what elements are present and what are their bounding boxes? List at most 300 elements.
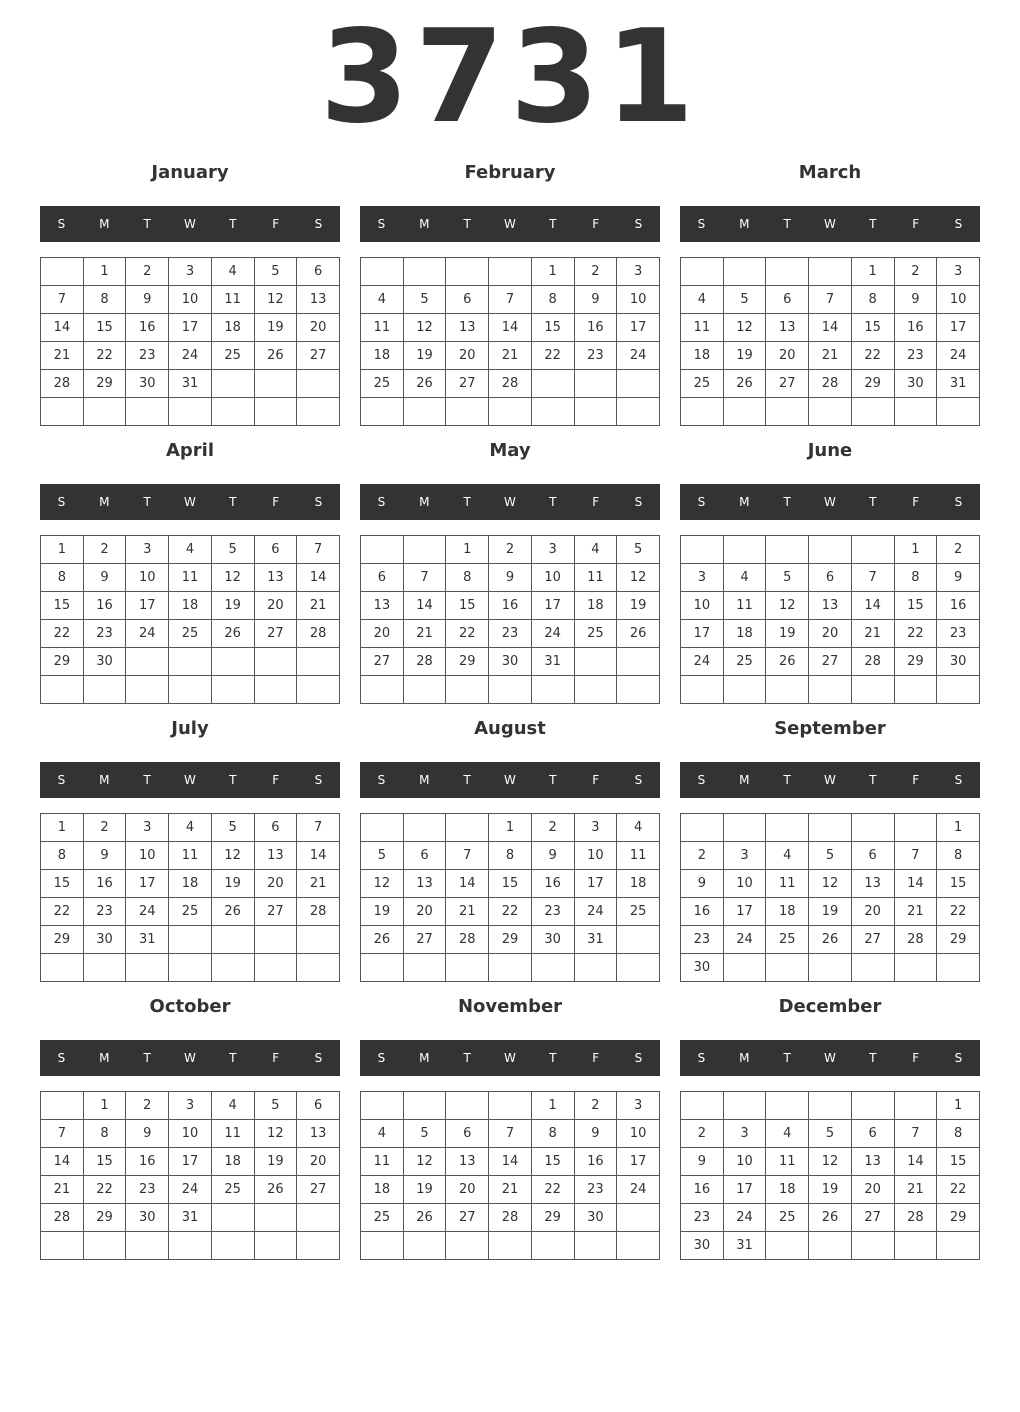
day-cell: 27: [809, 648, 852, 676]
day-cell: 23: [126, 342, 169, 370]
weekday-label: F: [912, 217, 920, 231]
day-cell: 30: [937, 648, 980, 676]
week-row: [361, 926, 660, 954]
weekday-header: [680, 1040, 980, 1076]
week-row: [41, 648, 340, 676]
week-row: [41, 814, 340, 842]
day-cell: 22: [851, 342, 894, 370]
day-cell: [489, 258, 532, 286]
day-cell: 8: [446, 564, 489, 592]
weekday-label: S: [57, 1051, 66, 1065]
day-cell: 30: [489, 648, 532, 676]
day-cell: [851, 814, 894, 842]
day-cell: [403, 814, 446, 842]
day-cell: 25: [681, 370, 724, 398]
weekday-label: M: [739, 217, 750, 231]
day-grid: [360, 1091, 660, 1260]
day-cell: [851, 398, 894, 426]
day-cell: 28: [851, 648, 894, 676]
day-cell: 11: [617, 842, 660, 870]
day-cell: 29: [937, 1204, 980, 1232]
day-cell: [211, 1232, 254, 1260]
day-cell: 25: [723, 648, 766, 676]
day-cell: 14: [403, 592, 446, 620]
day-cell: 31: [531, 648, 574, 676]
day-cell: 22: [531, 342, 574, 370]
weekday-label: F: [272, 1051, 280, 1065]
day-cell: 17: [937, 314, 980, 342]
day-cell: 31: [126, 926, 169, 954]
day-cell: 12: [254, 286, 297, 314]
day-cell: 21: [297, 592, 340, 620]
day-cell: [297, 926, 340, 954]
day-cell: 2: [937, 536, 980, 564]
day-cell: 27: [851, 1204, 894, 1232]
weekday-label: M: [419, 1051, 430, 1065]
day-cell: 11: [211, 286, 254, 314]
week-row: [41, 592, 340, 620]
day-cell: 3: [169, 258, 212, 286]
day-cell: [126, 648, 169, 676]
week-row: [681, 314, 980, 342]
day-cell: 15: [531, 314, 574, 342]
week-row: [681, 1232, 980, 1260]
day-cell: [254, 648, 297, 676]
day-grid: [680, 535, 980, 704]
day-cell: [766, 954, 809, 982]
day-cell: 18: [574, 592, 617, 620]
day-cell: 24: [681, 648, 724, 676]
day-cell: 10: [617, 1120, 660, 1148]
day-cell: 13: [254, 842, 297, 870]
weekday-label: T: [463, 773, 471, 787]
day-cell: 24: [126, 898, 169, 926]
day-cell: 30: [83, 648, 126, 676]
day-cell: 5: [403, 286, 446, 314]
day-cell: 24: [169, 342, 212, 370]
day-cell: 27: [766, 370, 809, 398]
day-cell: [41, 1092, 84, 1120]
day-cell: [169, 926, 212, 954]
weekday-label: W: [504, 773, 516, 787]
week-row: [41, 842, 340, 870]
day-cell: [169, 1232, 212, 1260]
weekday-header: [680, 206, 980, 242]
day-cell: 17: [617, 1148, 660, 1176]
day-cell: [297, 648, 340, 676]
day-cell: 10: [531, 564, 574, 592]
day-cell: 25: [361, 370, 404, 398]
day-cell: 26: [617, 620, 660, 648]
day-cell: 6: [446, 286, 489, 314]
day-cell: 9: [681, 870, 724, 898]
day-cell: 23: [574, 1176, 617, 1204]
day-cell: [403, 258, 446, 286]
week-row: [361, 398, 660, 426]
day-cell: [851, 1092, 894, 1120]
day-cell: [937, 398, 980, 426]
weekday-label: T: [229, 217, 237, 231]
day-cell: 14: [894, 1148, 937, 1176]
day-cell: [403, 398, 446, 426]
day-cell: 5: [403, 1120, 446, 1148]
day-cell: 12: [361, 870, 404, 898]
day-cell: 4: [574, 536, 617, 564]
day-cell: 26: [361, 926, 404, 954]
day-cell: 1: [41, 536, 84, 564]
day-cell: 29: [83, 370, 126, 398]
day-cell: 24: [531, 620, 574, 648]
day-grid: [360, 257, 660, 426]
weekday-label: S: [377, 495, 386, 509]
day-cell: 15: [851, 314, 894, 342]
month-name: February: [464, 162, 556, 183]
weekday-header: [680, 484, 980, 520]
day-cell: 4: [681, 286, 724, 314]
day-cell: 3: [169, 1092, 212, 1120]
day-cell: 5: [254, 258, 297, 286]
week-row: [361, 342, 660, 370]
weekday-header: [40, 206, 340, 242]
day-cell: 19: [809, 1176, 852, 1204]
day-cell: 2: [681, 1120, 724, 1148]
week-row: [361, 370, 660, 398]
day-cell: 19: [403, 342, 446, 370]
day-cell: 7: [489, 1120, 532, 1148]
day-cell: [809, 536, 852, 564]
day-cell: [894, 1232, 937, 1260]
day-cell: 16: [126, 1148, 169, 1176]
day-cell: 7: [41, 1120, 84, 1148]
day-cell: 2: [894, 258, 937, 286]
day-cell: 3: [723, 1120, 766, 1148]
day-cell: 19: [211, 592, 254, 620]
weekday-label: W: [504, 217, 516, 231]
weekday-label: M: [739, 1051, 750, 1065]
day-cell: 21: [41, 342, 84, 370]
day-cell: 14: [297, 564, 340, 592]
day-cell: 23: [574, 342, 617, 370]
day-cell: 10: [169, 286, 212, 314]
day-cell: 12: [723, 314, 766, 342]
day-cell: 28: [489, 1204, 532, 1232]
weekday-label: W: [184, 217, 196, 231]
day-cell: 1: [41, 814, 84, 842]
day-cell: 7: [894, 842, 937, 870]
day-cell: [211, 398, 254, 426]
day-cell: [211, 1204, 254, 1232]
day-cell: 20: [766, 342, 809, 370]
day-cell: [531, 398, 574, 426]
day-cell: 2: [531, 814, 574, 842]
day-cell: 18: [361, 342, 404, 370]
day-cell: 4: [361, 286, 404, 314]
day-cell: 20: [809, 620, 852, 648]
weekday-label: W: [504, 495, 516, 509]
day-cell: [211, 648, 254, 676]
day-cell: [254, 676, 297, 704]
day-cell: 19: [254, 1148, 297, 1176]
weekday-label: M: [99, 495, 110, 509]
day-cell: [809, 954, 852, 982]
day-cell: 11: [574, 564, 617, 592]
day-cell: 20: [403, 898, 446, 926]
day-cell: 22: [446, 620, 489, 648]
day-cell: 2: [126, 1092, 169, 1120]
day-cell: 28: [297, 620, 340, 648]
week-row: [361, 592, 660, 620]
day-cell: 5: [361, 842, 404, 870]
week-row: [361, 286, 660, 314]
day-cell: [894, 954, 937, 982]
day-cell: [297, 398, 340, 426]
week-row: [41, 1204, 340, 1232]
day-cell: 29: [446, 648, 489, 676]
day-cell: 14: [41, 314, 84, 342]
day-grid: [360, 535, 660, 704]
week-row: [681, 676, 980, 704]
day-cell: 29: [489, 926, 532, 954]
day-cell: [446, 398, 489, 426]
day-cell: 20: [297, 314, 340, 342]
day-cell: 23: [126, 1176, 169, 1204]
day-cell: 14: [297, 842, 340, 870]
week-row: [681, 1176, 980, 1204]
day-cell: 25: [574, 620, 617, 648]
day-cell: 27: [254, 898, 297, 926]
weekday-label: W: [824, 495, 836, 509]
day-cell: [361, 814, 404, 842]
day-cell: 16: [531, 870, 574, 898]
weekday-header: [360, 1040, 660, 1076]
day-cell: 3: [723, 842, 766, 870]
day-cell: [169, 398, 212, 426]
day-cell: 14: [446, 870, 489, 898]
day-cell: [723, 536, 766, 564]
day-cell: [489, 1092, 532, 1120]
day-cell: 5: [809, 1120, 852, 1148]
day-cell: [766, 1232, 809, 1260]
week-row: [361, 954, 660, 982]
day-cell: [937, 1232, 980, 1260]
day-cell: 25: [361, 1204, 404, 1232]
day-cell: 20: [446, 342, 489, 370]
weekday-label: F: [592, 495, 600, 509]
week-row: [361, 1204, 660, 1232]
day-cell: 28: [446, 926, 489, 954]
weekday-label: T: [143, 217, 151, 231]
week-row: [361, 1120, 660, 1148]
day-cell: [723, 258, 766, 286]
day-cell: 23: [489, 620, 532, 648]
day-cell: 27: [297, 342, 340, 370]
day-cell: 16: [83, 870, 126, 898]
day-cell: 11: [723, 592, 766, 620]
day-cell: 28: [809, 370, 852, 398]
day-cell: 15: [531, 1148, 574, 1176]
day-cell: 30: [126, 1204, 169, 1232]
day-cell: 19: [723, 342, 766, 370]
day-cell: 10: [681, 592, 724, 620]
week-row: [681, 1204, 980, 1232]
weekday-header: [40, 762, 340, 798]
day-cell: 1: [937, 814, 980, 842]
day-cell: [169, 676, 212, 704]
day-cell: 13: [297, 286, 340, 314]
day-cell: [297, 676, 340, 704]
day-cell: [361, 398, 404, 426]
day-cell: 9: [531, 842, 574, 870]
day-cell: 26: [809, 926, 852, 954]
weekday-label: F: [592, 1051, 600, 1065]
day-cell: 8: [83, 1120, 126, 1148]
day-cell: 17: [169, 1148, 212, 1176]
day-cell: 8: [489, 842, 532, 870]
day-cell: 12: [809, 870, 852, 898]
day-cell: 7: [851, 564, 894, 592]
week-row: [41, 314, 340, 342]
day-cell: [531, 676, 574, 704]
day-cell: 8: [531, 1120, 574, 1148]
day-cell: 11: [211, 1120, 254, 1148]
day-cell: 22: [83, 342, 126, 370]
day-cell: [211, 370, 254, 398]
day-cell: 22: [937, 1176, 980, 1204]
day-cell: [809, 676, 852, 704]
day-cell: 26: [211, 898, 254, 926]
day-cell: 29: [851, 370, 894, 398]
weekday-label: M: [739, 495, 750, 509]
day-cell: 29: [531, 1204, 574, 1232]
day-cell: [126, 398, 169, 426]
day-cell: 21: [809, 342, 852, 370]
weekday-header: [360, 762, 660, 798]
day-cell: [681, 536, 724, 564]
weekday-label: M: [99, 217, 110, 231]
day-cell: 12: [254, 1120, 297, 1148]
day-cell: [617, 954, 660, 982]
week-row: [361, 676, 660, 704]
weekday-label: F: [272, 217, 280, 231]
day-cell: [361, 954, 404, 982]
weekday-label: W: [824, 217, 836, 231]
day-cell: 8: [937, 842, 980, 870]
day-cell: 18: [723, 620, 766, 648]
day-cell: [126, 676, 169, 704]
day-grid: [680, 257, 980, 426]
week-row: [681, 898, 980, 926]
day-cell: [574, 398, 617, 426]
day-cell: 10: [126, 842, 169, 870]
day-cell: 1: [446, 536, 489, 564]
day-cell: [83, 954, 126, 982]
day-cell: [894, 814, 937, 842]
day-cell: 26: [254, 1176, 297, 1204]
day-cell: 15: [83, 1148, 126, 1176]
day-cell: 2: [83, 814, 126, 842]
day-cell: [403, 676, 446, 704]
day-cell: 19: [809, 898, 852, 926]
day-cell: 21: [894, 1176, 937, 1204]
day-cell: [403, 1092, 446, 1120]
day-cell: 26: [723, 370, 766, 398]
weekday-label: W: [184, 1051, 196, 1065]
day-cell: 10: [126, 564, 169, 592]
day-cell: 3: [574, 814, 617, 842]
day-cell: [766, 814, 809, 842]
day-cell: 16: [489, 592, 532, 620]
day-grid: [680, 1091, 980, 1260]
day-cell: [894, 1092, 937, 1120]
day-cell: 31: [723, 1232, 766, 1260]
day-cell: 8: [41, 842, 84, 870]
day-cell: [83, 398, 126, 426]
weekday-label: T: [869, 495, 877, 509]
day-cell: 13: [766, 314, 809, 342]
day-cell: 19: [766, 620, 809, 648]
day-cell: [361, 676, 404, 704]
day-cell: [723, 398, 766, 426]
day-cell: 6: [361, 564, 404, 592]
day-cell: 21: [851, 620, 894, 648]
day-cell: [617, 676, 660, 704]
day-cell: 2: [574, 1092, 617, 1120]
day-cell: 9: [126, 1120, 169, 1148]
day-cell: 16: [937, 592, 980, 620]
weekday-label: W: [824, 773, 836, 787]
day-cell: 7: [894, 1120, 937, 1148]
day-cell: 29: [937, 926, 980, 954]
weekday-label: S: [954, 217, 963, 231]
weekday-label: T: [143, 1051, 151, 1065]
day-cell: [723, 954, 766, 982]
day-cell: [169, 954, 212, 982]
weekday-label: T: [463, 1051, 471, 1065]
day-cell: [41, 258, 84, 286]
weekday-label: T: [783, 495, 791, 509]
day-cell: 14: [41, 1148, 84, 1176]
day-cell: 30: [574, 1204, 617, 1232]
day-cell: [254, 926, 297, 954]
day-cell: 15: [41, 870, 84, 898]
day-cell: 22: [894, 620, 937, 648]
day-cell: 5: [617, 536, 660, 564]
week-row: [41, 342, 340, 370]
day-cell: 12: [809, 1148, 852, 1176]
weekday-label: S: [954, 773, 963, 787]
week-row: [681, 564, 980, 592]
day-cell: 17: [126, 592, 169, 620]
day-cell: 9: [574, 286, 617, 314]
day-cell: [766, 536, 809, 564]
day-cell: [617, 370, 660, 398]
weekday-label: F: [592, 217, 600, 231]
day-cell: [361, 258, 404, 286]
day-cell: 6: [851, 1120, 894, 1148]
day-cell: 6: [297, 258, 340, 286]
day-cell: [681, 676, 724, 704]
weekday-label: T: [549, 773, 557, 787]
day-cell: 11: [766, 870, 809, 898]
day-cell: 27: [851, 926, 894, 954]
day-cell: 18: [169, 870, 212, 898]
month-name: September: [774, 718, 886, 739]
weekday-label: S: [377, 1051, 386, 1065]
weekday-label: F: [912, 773, 920, 787]
day-cell: 15: [41, 592, 84, 620]
day-cell: 21: [489, 342, 532, 370]
weekday-header: [680, 762, 980, 798]
